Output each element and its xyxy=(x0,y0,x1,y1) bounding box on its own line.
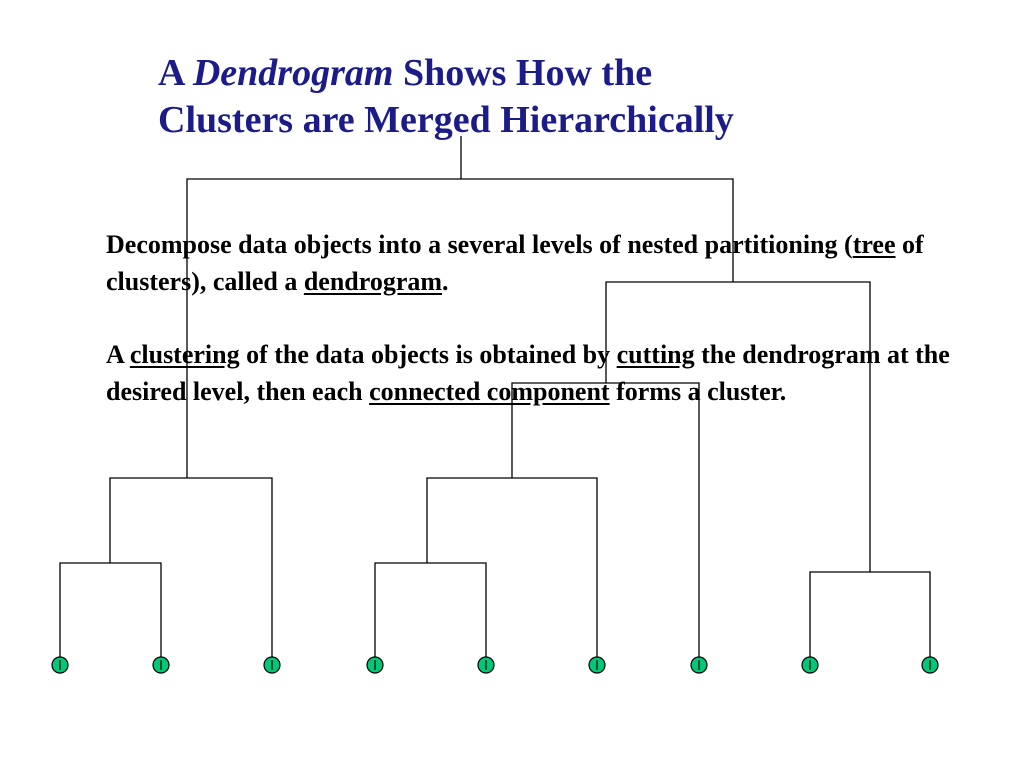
paragraph-decompose xyxy=(106,226,1006,300)
p1-text-1: Decompose data objects into a several levels of nested partitioning ( xyxy=(106,230,853,259)
title-prefix: A xyxy=(158,52,193,94)
merge-f xyxy=(512,383,699,664)
p2-text-3: the dendrogram at the desired level, then each xyxy=(106,340,950,406)
term-clustering: clustering xyxy=(129,340,240,369)
merge-e xyxy=(427,478,597,664)
slide-title xyxy=(158,50,918,144)
term-dendrogram: dendrogram xyxy=(303,267,443,296)
p2-text-2: of the data objects is obtained by xyxy=(239,340,617,369)
merge-a xyxy=(60,563,161,664)
p2-text-4: forms a cluster. xyxy=(609,377,787,406)
slide-body xyxy=(106,226,1006,410)
term-tree: tree xyxy=(852,230,896,259)
paragraph-gap xyxy=(106,300,1006,336)
term-cutting: cutting xyxy=(616,340,695,369)
paragraph-clustering xyxy=(106,336,1006,410)
title-line-1 xyxy=(158,50,918,97)
p1-text-2: of clusters), called a xyxy=(106,230,924,296)
merge-d xyxy=(110,478,272,664)
p1-text-3: . xyxy=(442,267,449,296)
p2-text-1: A xyxy=(106,340,130,369)
title-line-2: Clusters are Merged Hierarchically xyxy=(158,99,734,141)
merge-b xyxy=(375,563,486,664)
title-emphasis: Dendrogram xyxy=(192,52,394,94)
merge-c xyxy=(810,572,930,664)
term-connected-component: connected component xyxy=(369,377,610,406)
title-suffix: Shows How the xyxy=(393,52,653,94)
